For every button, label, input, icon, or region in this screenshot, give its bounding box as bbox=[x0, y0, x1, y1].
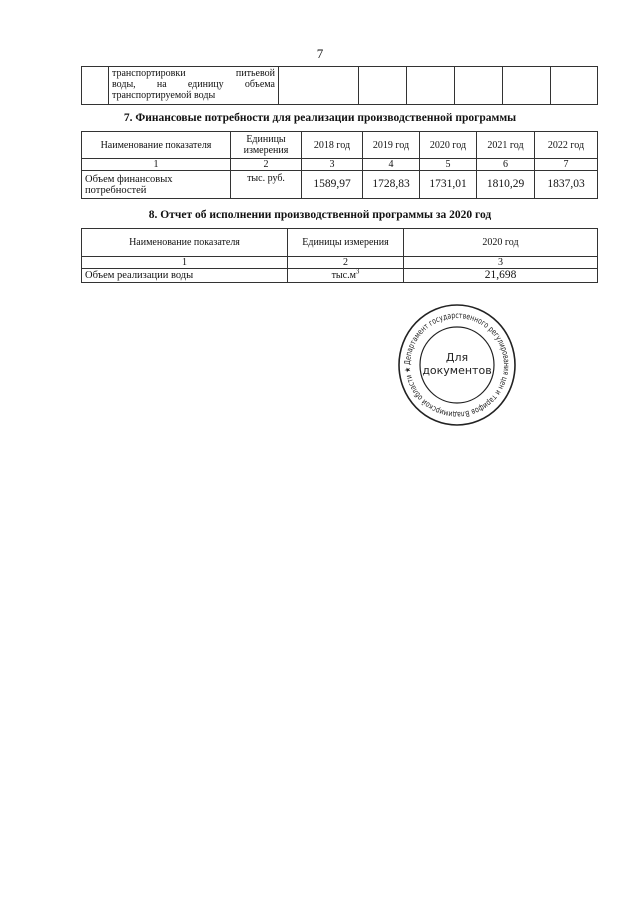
stamp-center-text bbox=[397, 351, 517, 377]
indicator-line: воды, на единицу объема bbox=[112, 79, 275, 90]
row-value: 21,698 bbox=[404, 269, 598, 283]
stamp-ring-text: Департамент государственного регулирования цен и тарифов Владимирской области ★ bbox=[402, 310, 512, 420]
column-number: 2 bbox=[231, 159, 302, 171]
header-year: 2020 год bbox=[420, 132, 477, 159]
official-stamp bbox=[397, 303, 517, 427]
row-value: 1589,97 bbox=[302, 171, 363, 199]
header-year: 2021 год bbox=[477, 132, 535, 159]
section8-title: 8. Отчет об исполнении производственной программы за 2020 год bbox=[148, 209, 492, 221]
column-number: 5 bbox=[420, 159, 477, 171]
row-value: 1728,83 bbox=[363, 171, 420, 199]
column-number: 7 bbox=[535, 159, 598, 171]
row-name: Объем финансовых потребностей bbox=[82, 171, 231, 199]
section7-table bbox=[81, 131, 598, 199]
header-units: Единицы измерения bbox=[288, 229, 404, 257]
header-year: 2022 год bbox=[535, 132, 598, 159]
row-value: 1810,29 bbox=[477, 171, 535, 199]
column-number: 6 bbox=[477, 159, 535, 171]
section7-title: 7. Финансовые потребности для реализации производственной программы bbox=[123, 112, 517, 124]
column-number: 1 bbox=[82, 257, 288, 269]
row-unit: тыс. руб. bbox=[231, 171, 302, 199]
page-number: 7 bbox=[316, 46, 324, 61]
row-unit bbox=[288, 269, 404, 283]
section8-table bbox=[81, 228, 598, 283]
unit-superscript: 3 bbox=[355, 268, 360, 276]
column-number: 2 bbox=[288, 257, 404, 269]
header-year: 2018 год bbox=[302, 132, 363, 159]
unit-text: тыс.м bbox=[331, 270, 356, 281]
continuation-table bbox=[81, 66, 598, 105]
stamp-line: документов bbox=[422, 364, 492, 377]
indicator-line: транспортировки питьевой bbox=[112, 68, 275, 79]
row-value: 1731,01 bbox=[420, 171, 477, 199]
header-units: Единицы измерения bbox=[231, 132, 302, 159]
column-number: 3 bbox=[404, 257, 598, 269]
row-value: 1837,03 bbox=[535, 171, 598, 199]
column-number: 1 bbox=[82, 159, 231, 171]
indicator-text-cell bbox=[109, 67, 279, 105]
column-number: 3 bbox=[302, 159, 363, 171]
column-number: 4 bbox=[363, 159, 420, 171]
stamp-line: Для bbox=[445, 351, 469, 364]
header-year: 2020 год bbox=[404, 229, 598, 257]
header-indicator: Наименование показателя bbox=[82, 132, 231, 159]
empty-cell bbox=[82, 67, 109, 105]
header-indicator: Наименование показателя bbox=[82, 229, 288, 257]
row-name: Объем реализации воды bbox=[82, 269, 288, 283]
indicator-line: транспортируемой воды bbox=[112, 90, 216, 101]
header-year: 2019 год bbox=[363, 132, 420, 159]
